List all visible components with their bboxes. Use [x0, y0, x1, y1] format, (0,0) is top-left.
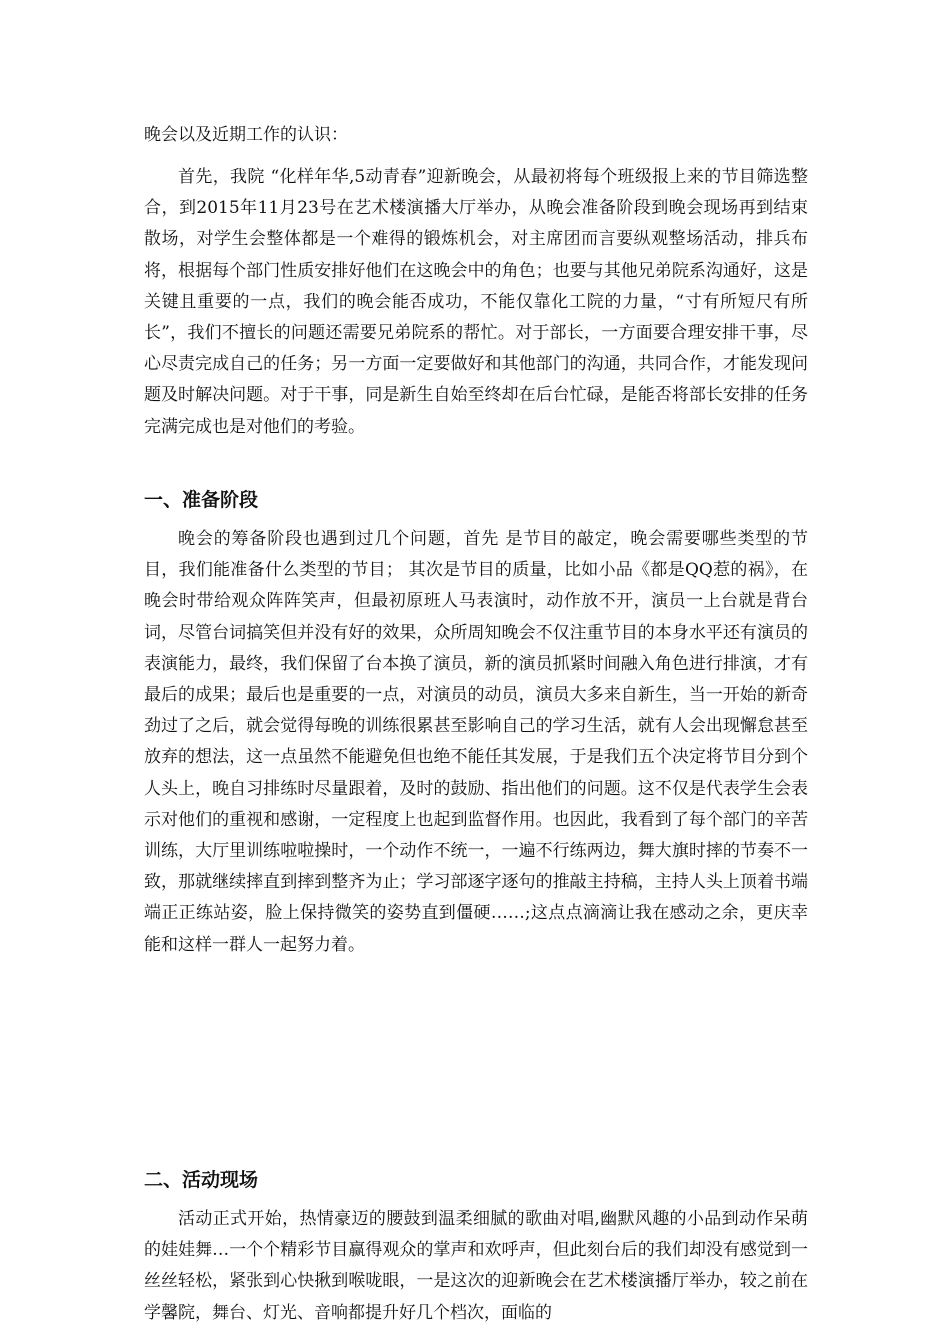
- section-heading-preparation: 一、准备阶段: [144, 489, 259, 511]
- paragraph-overview: 首先，我院 “化样年华,5动青春”迎新晚会，从最初将每个班级报上来的节目筛选整合，到2015年11月23号在艺术楼演播大厅举办，从晚会准备阶段到晚会现场再到结束散场，对学生会整体都是一个难得的锻炼机会，对主席团而言要纵观整场活动，排兵布将，根据每个部门性质安排好他们在这晚会中的角色；也要与其他兄弟院系沟通好，这是关键且重要的一点，我们的晚会能否成功，不能仅靠化工院的力量，“寸有所短尺有所长”，我们不擅长的问题还需要兄弟院系的帮忙。对于部长，一方面要合理安排干事，尽心尽责完成自己的任务；另一方面一定要做好和其他部门的沟通，共同合作，才能发现问题及时解决问题。对于干事，同是新生自始至终却在后台忙碌，是能否将部长安排的任务完满完成也是对他们的考验。: [144, 167, 808, 437]
- paragraph-preparation: 晚会的筹备阶段也遇到过几个问题，首先 是节目的敲定，晚会需要哪些类型的节目，我们能准备什么类型的节目； 其次是节目的质量，比如小品《都是QQ惹的祸》，在晚会时带给观众阵阵笑声，但最初原班人马表演时，动作放不开，演员一上台就是背台词，尽管台词搞笑但并没有好的效果，众所周知晚会不仅注重节目的本身水平还有演员的表演能力，最终，我们保留了台本换了演员，新的演员抓紧时间融入角色进行排演，才有最后的成果；最后也是重要的一点，对演员的动员，演员大多来自新生，当一开始的新奇劲过了之后，就会觉得每晚的训练很累甚至影响自己的学习生活，就有人会出现懈怠甚至放弃的想法，这一点虽然不能避免但也绝不能任其发展，于是我们五个决定将节目分到个人头上，晚自习排练时尽量跟着，及时的鼓励、指出他们的问题。这不仅是代表学生会表示对他们的重视和感谢，一定程度上也起到监督作用。也因此，我看到了每个部门的辛苦训练，大厅里训练啦啦操时，一个动作不统一，一遍不行练两边，舞大旗时摔的节奏不一致，那就继续摔直到摔到整齐为止；学习部逐字逐句的推敲主持稿，主持人头上顶着书端端正正练站姿，脸上保持微笑的姿势直到僵硬……;这点点滴滴让我在感动之余，更庆幸能和这样一群人一起努力着。: [144, 529, 808, 955]
- intro-line: 晚会以及近期工作的认识：: [144, 125, 348, 145]
- paragraph-event-site: 活动正式开始，热情豪迈的腰鼓到温柔细腻的歌曲对唱,幽默风趣的小品到动作呆萌的娃娃舞…一个个精彩节目赢得观众的掌声和欢呼声，但此刻台后的我们却没有感觉到一丝丝轻松，紧张到心快揪到喉咙眼，一是这次的迎新晚会在艺术楼演播厅举办，较之前在学馨院，舞台、灯光、音响都提升好几个档次，面临的: [144, 1209, 808, 1323]
- section-heading-event-site: 二、活动现场: [144, 1169, 259, 1191]
